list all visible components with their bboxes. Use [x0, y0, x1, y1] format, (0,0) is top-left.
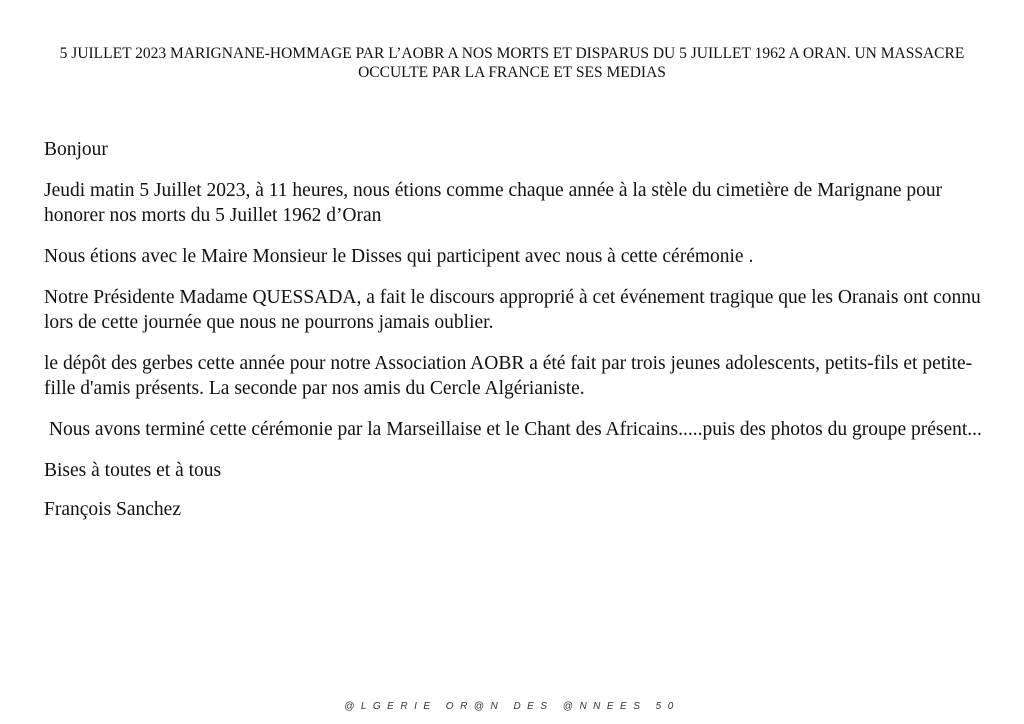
greeting: Bonjour — [44, 139, 108, 160]
paragraph-ceremony-time: Jeudi matin 5 Juillet 2023, à 11 heures, nous étions comme chaque année à la stèle du cimetière de Marignane pour honorer nos morts du 5 Juillet 1962 d’Oran — [44, 180, 943, 226]
paragraph-closing-ceremony: Nous avons terminé cette cérémonie par la Marseillaise et le Chant des Africains.....puis des photos du groupe présent... — [44, 419, 982, 440]
closing-salutation: Bises à toutes et à tous — [44, 460, 222, 481]
paragraph-wreath-laying: le dépôt des gerbes cette année pour notre Association AOBR a été fait par trois jeunes adolescents, petits-fils et petite-fille d'amis présents. La seconde par nos amis du Cercle Algérianiste. — [44, 353, 973, 399]
document-body — [44, 137, 989, 538]
page-footer: @LGERIE OR@N DES @NNEES 50 — [344, 701, 680, 712]
paragraph-mayor: Nous étions avec le Maire Monsieur le Disses qui participent avec nous à cette cérémonie . — [44, 246, 754, 267]
paragraph-president-speech: Notre Présidente Madame QUESSADA, a fait le discours approprié à cet événement tragique que les Oranais ont connu lors de cette journée que nous ne pourrons jamais oublier. — [44, 287, 981, 333]
document-title: 5 JUILLET 2023 MARIGNANE-HOMMAGE PAR L’AOBR A NOS MORTS ET DISPARUS DU 5 JUILLET 1962 A ORAN. UN MASSACRE OCCULTE PAR LA FRANCE ET SES MEDIAS — [59, 45, 965, 81]
signature: François Sanchez — [44, 499, 181, 520]
